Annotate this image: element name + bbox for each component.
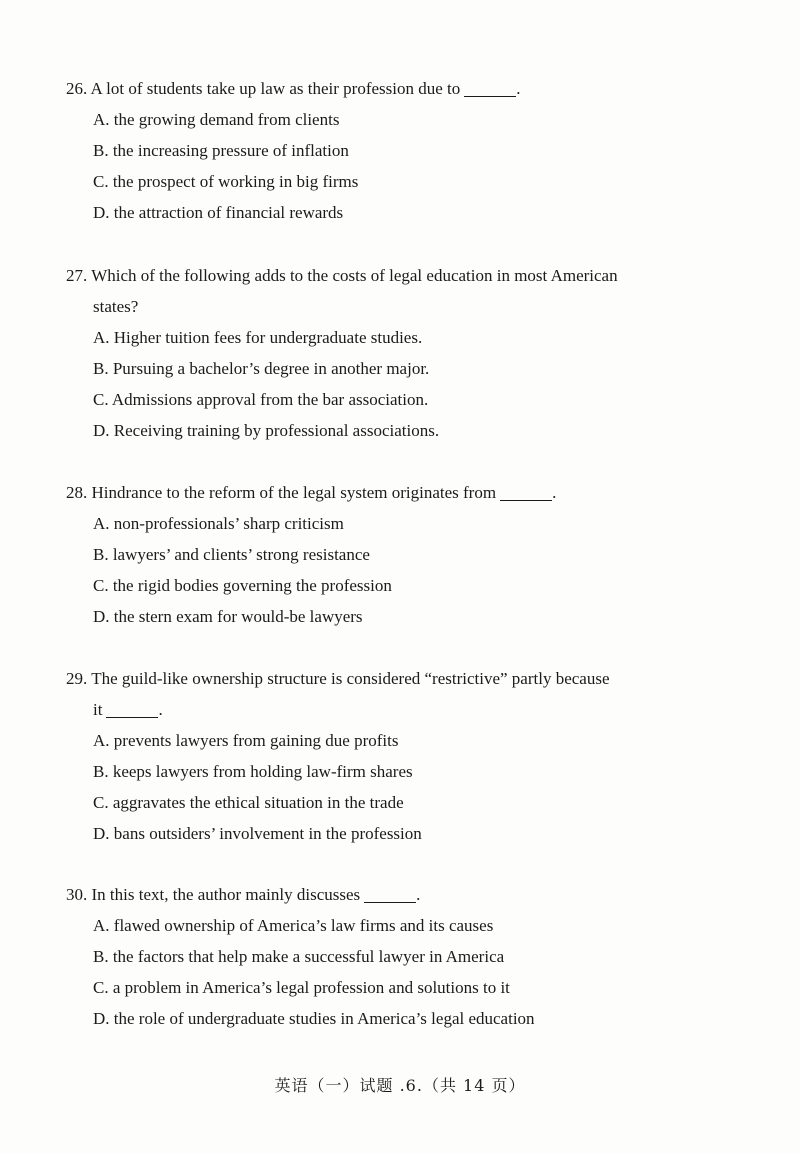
answer-blank	[500, 499, 552, 501]
question-end: .	[552, 483, 557, 502]
option-c: C. the prospect of working in big firms	[93, 172, 359, 191]
option-d: D. bans outsiders’ involvement in the profession	[93, 824, 422, 843]
question-end: .	[516, 79, 521, 98]
option-c: C. the rigid bodies governing the profession	[93, 576, 392, 595]
question-28	[66, 477, 716, 632]
answer-blank	[106, 716, 158, 718]
option-list	[66, 910, 716, 1034]
option-a: A. non-professionals’ sharp criticism	[93, 514, 344, 533]
answer-blank	[464, 95, 516, 97]
question-continuation	[66, 694, 716, 725]
page-footer: 英语（一）试题 .6.（共 14 页）	[274, 1076, 526, 1095]
option-d: D. the attraction of financial rewards	[93, 203, 344, 222]
option-list	[66, 322, 716, 446]
question-stem	[66, 879, 716, 910]
question-stem	[66, 73, 716, 104]
continuation-text: it	[93, 700, 103, 719]
question-text: 30. In this text, the author mainly discusses	[66, 885, 361, 904]
option-list	[66, 508, 716, 632]
option-a: A. Higher tuition fees for undergraduate studies.	[93, 328, 423, 347]
option-list	[66, 104, 716, 228]
option-b: B. keeps lawyers from holding law-firm shares	[93, 762, 413, 781]
question-end: .	[158, 700, 163, 719]
option-d: D. the role of undergraduate studies in America’s legal education	[93, 1009, 535, 1028]
question-27	[66, 260, 716, 446]
option-c: C. aggravates the ethical situation in the trade	[93, 793, 404, 812]
option-c: C. Admissions approval from the bar association.	[93, 390, 429, 409]
question-text: 29. The guild-like ownership structure is considered “restrictive” partly because	[66, 669, 610, 688]
answer-blank	[364, 901, 416, 903]
question-continuation: states?	[93, 297, 139, 316]
question-text: 27. Which of the following adds to the costs of legal education in most American	[66, 266, 618, 285]
question-text: 28. Hindrance to the reform of the legal system originates from	[66, 483, 497, 502]
option-b: B. the factors that help make a successful lawyer in America	[93, 947, 505, 966]
question-29	[66, 663, 716, 849]
option-b: B. lawyers’ and clients’ strong resistance	[93, 545, 370, 564]
option-list	[66, 725, 716, 849]
option-b: B. Pursuing a bachelor’s degree in another major.	[93, 359, 430, 378]
option-a: A. prevents lawyers from gaining due profits	[93, 731, 399, 750]
question-26	[66, 73, 716, 228]
question-30	[66, 879, 716, 1034]
option-b: B. the increasing pressure of inflation	[93, 141, 349, 160]
question-text: 26. A lot of students take up law as their profession due to	[66, 79, 461, 98]
question-stem	[66, 663, 716, 725]
option-a: A. flawed ownership of America’s law firms and its causes	[93, 916, 494, 935]
option-a: A. the growing demand from clients	[93, 110, 340, 129]
option-d: D. the stern exam for would-be lawyers	[93, 607, 363, 626]
option-d: D. Receiving training by professional associations.	[93, 421, 440, 440]
option-c: C. a problem in America’s legal profession and solutions to it	[93, 978, 510, 997]
question-stem	[66, 477, 716, 508]
question-end: .	[416, 885, 421, 904]
question-stem	[66, 260, 716, 322]
